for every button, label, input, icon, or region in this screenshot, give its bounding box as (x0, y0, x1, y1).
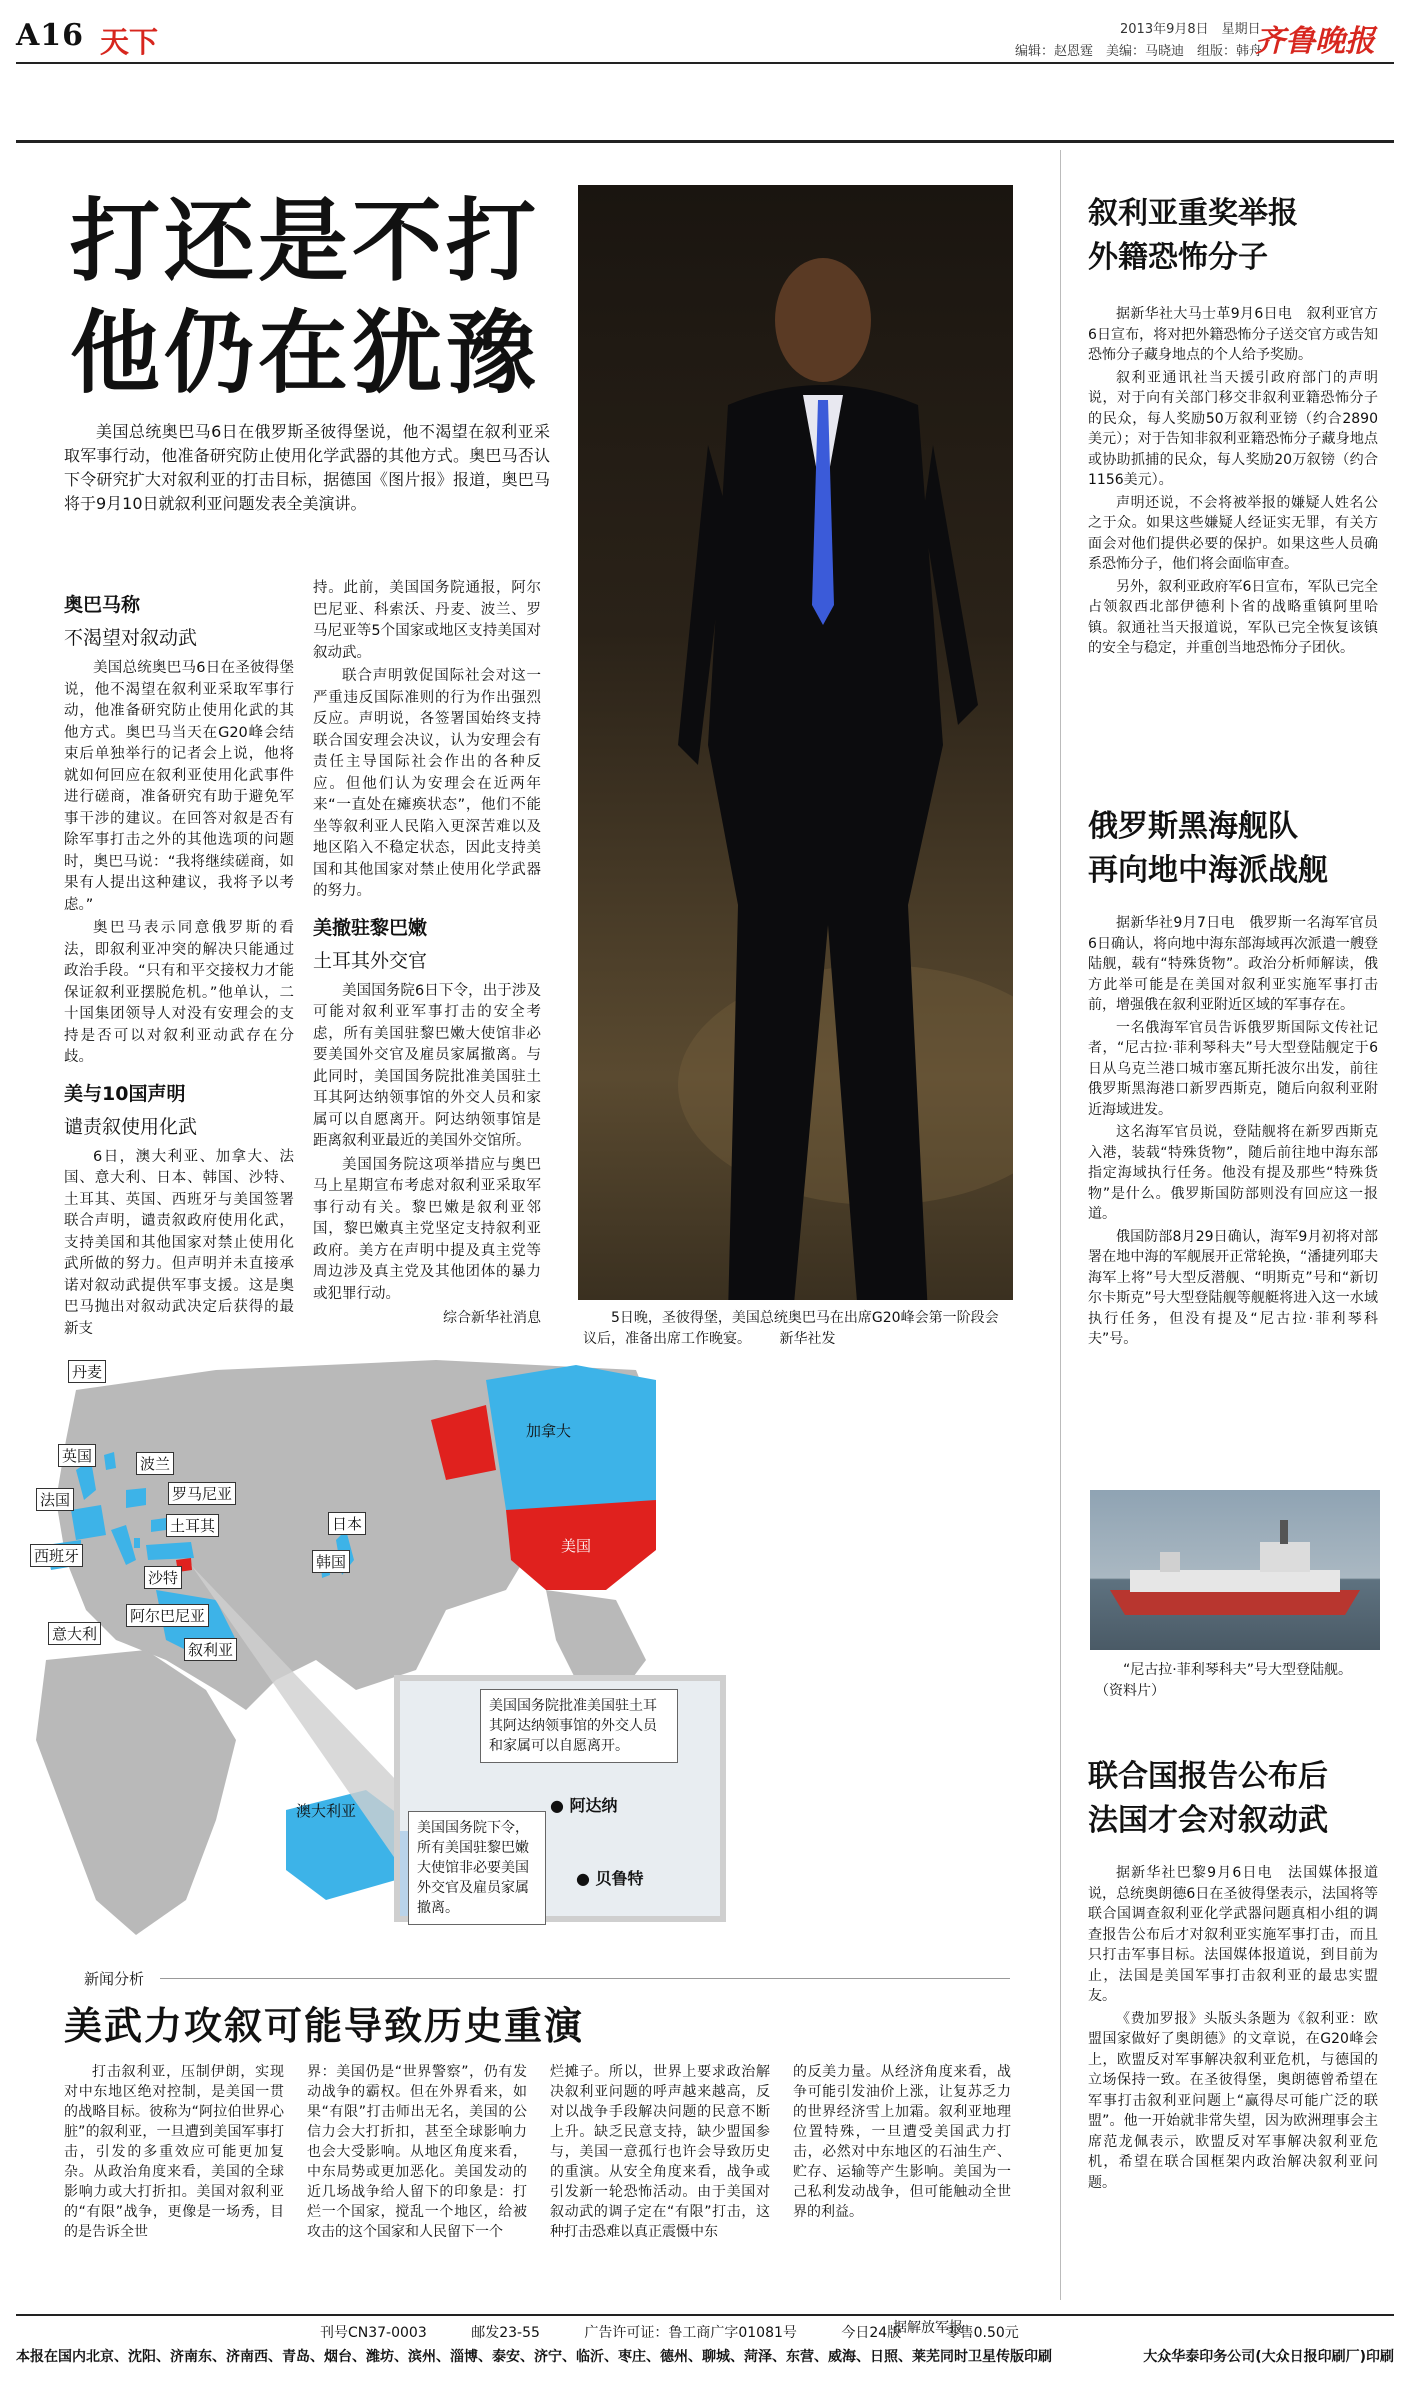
ship-photo (1090, 1490, 1380, 1650)
photo-credit: 新华社发 (779, 1331, 836, 1347)
map-label-saudi: 沙特 (144, 1566, 182, 1589)
story-syria-p1: 据新华社大马士革9月6日电 叙利亚官方6日宣布，将对把外籍恐怖分子送交官方或告知恐怖分子藏身地点的个人给予奖励。 (1088, 306, 1378, 363)
footer-issn: 刊号CN37-0003 (320, 2325, 427, 2341)
story-russia-title-2: 再向地中海派战舰 (1088, 853, 1328, 888)
subhead-1: 奥巴马称 (64, 594, 141, 616)
headline-line-2: 他仍在犹豫 (70, 300, 540, 406)
city-dot-icon: ● (576, 1869, 590, 1888)
right-column-russia (1088, 805, 1378, 1352)
story-russia-p3: 这名海军官员说，登陆舰将在新罗西斯克入港，装载“特殊货物”，随后前往地中海东部指定海域执行任务。他没有提及那些“特殊货物”是什么。俄罗斯国防部则没有回应这一报道。 (1088, 1124, 1378, 1222)
footer-rule (16, 2314, 1394, 2316)
map-label-denmark: 丹麦 (68, 1360, 106, 1383)
col2-paragraph-2: 联合声明敦促国际社会对这一严重违反国际准则的行为作出强烈反应。声明说，各签署国始终支持联合国安理会决议，认为安理会有责任主导国际社会作出的各种反应。但他们认为安理会在近两年来“一直处在瘫痪状态”，他们不能坐等叙利亚人民陷入更深苦难以及地区陷入不稳定状态，因此支持美国和其他国家对禁止使用化学武器的努力。 (313, 668, 541, 899)
story-column-1 (64, 580, 294, 1342)
story-syria-p4: 另外，叙利亚政府军6日宣布，军队已完全占领叙西北部伊德利卜省的战略重镇阿里哈镇。叙通社当天报道说，军队已完全恢复该镇的安全与稳定，并重创当地恐怖分子团伙。 (1088, 578, 1378, 656)
map-label-italy: 意大利 (48, 1622, 101, 1645)
albania-land (134, 1538, 140, 1548)
map-label-canada: 加拿大 (526, 1422, 572, 1440)
world-map (16, 1360, 1016, 1935)
obama-photo (578, 185, 1013, 1300)
ship-graphic (1090, 1490, 1380, 1650)
map-label-poland: 波兰 (136, 1452, 174, 1475)
footer-line-1 (320, 2322, 1080, 2342)
analysis-kicker: 新闻分析 (84, 1970, 145, 1988)
map-label-romania: 罗马尼亚 (168, 1482, 236, 1505)
footer-line-2 (16, 2346, 1394, 2366)
spacer (1088, 280, 1378, 304)
story-russia-p4: 俄国防部8月29日确认，海军9月初将对部署在地中海的军舰展开正常轮换，“潘捷列耶夫海军上将”号大型反潜舰、“明斯克”号和“新切尔卡斯克”号大型登陆舰等舰艇将进入这一水域执行任务，但没有提及“尼古拉·菲利琴科夫”号。 (1088, 1228, 1378, 1347)
subhead-3: 美撤驻黎巴嫩 (313, 916, 428, 939)
right-column-divider (1060, 150, 1061, 2300)
inset-city-beirut (576, 1866, 644, 1889)
story-syria-title-2: 外籍恐怖分子 (1088, 240, 1268, 275)
staff-credits: 编辑：赵恩霆 美编：马晓迪 组版：韩舟 (1015, 44, 1263, 59)
right-column-france (1088, 1755, 1378, 2195)
story-france-title-1: 联合国报告公布后 (1088, 1759, 1328, 1794)
masthead (0, 0, 1409, 70)
map-label-spain: 西班牙 (30, 1544, 83, 1567)
analysis-top-rule (160, 1978, 1010, 1979)
story-russia-p2: 一名俄海军官员告诉俄罗斯国际文传社记者，“尼古拉·菲利琴科夫”号大型登陆舰定于6日从乌克兰港口城市塞瓦斯托波尔出发，前往俄罗斯黑海港口新罗西斯克，随后向叙利亚附近海域进发。 (1088, 1019, 1378, 1118)
inset-city-adana (550, 1793, 618, 1816)
header-rule (16, 62, 1394, 64)
analysis-title: 美武力攻叙可能导致历史重演 (64, 2003, 585, 2048)
lead-paragraph: 美国总统奥巴马6日在俄罗斯圣彼得堡说，他不渴望在叙利亚采取军事行动，他准备研究防止使用化学武器的其他方式。奥巴马否认下令研究扩大对叙利亚的打击目标，据德国《图片报》报道，奥巴马将于9月10日就叙利亚问题发表全美演讲。 (64, 422, 550, 513)
map-label-japan: 日本 (328, 1512, 366, 1535)
story-syria-p3: 声明还说，不会将被举报的嫌疑人姓名公之于众。如果这些嫌疑人经证实无罪，有关方面会对他们提供必要的保护。如果这些人员确系恐怖分子，他们将会面临审查。 (1088, 494, 1378, 572)
analysis-credit: 据解放军报 (893, 2320, 963, 2336)
analysis-col-3: 烂摊子。所以，世界上要求政治解决叙利亚问题的呼声越来越高，反对以战争手段解决问题的民意不断上升。缺乏民意支持，缺少盟国参与，美国一意孤行也许会导致历史的重演。从安全角度来看，战争或引发新一轮恐怖活动。由于美国对叙动武的调子定在“有限”打击，这种打击恐难以真正震慑中东 (550, 2064, 770, 2240)
photo-caption (583, 1308, 1008, 1350)
section-name: 天下 (100, 25, 159, 59)
map-label-uk: 英国 (58, 1444, 96, 1467)
analysis-col-1: 打击叙利亚，压制伊朗，实现对中东地区绝对控制，是美国一贯的战略目标。彼称为“阿拉伯世界心脏”的叙利亚，一旦遭到美国军事打击，引发的多重效应可能更加复杂。从政治角度来看，美国的全球影响力或大打折扣。美国对叙利亚的“有限”战争，更像是一场秀，目的是告诉全世 (64, 2064, 284, 2240)
story-russia-p1: 据新华社9月7日电 俄罗斯一名海军官员6日确认，将向地中海东部海域再次派遣一艘登陆舰，载有“特殊货物”。政治分析师解读，俄方此举可能是在美国对叙利亚实施军事打击前，增强俄在叙利亚附近区域的军事存在。 (1088, 915, 1378, 1013)
newspaper-logo: 齐鲁晚报 (1255, 24, 1375, 59)
denmark-land (104, 1452, 116, 1470)
canada-land (486, 1365, 656, 1520)
issue-date: 2013年9月8日 星期日 (1120, 22, 1261, 37)
headline (70, 185, 570, 409)
subhead-2-line2: 谴责叙使用化武 (64, 1115, 198, 1138)
story-russia-title-1: 俄罗斯黑海舰队 (1088, 809, 1298, 844)
map-label-france: 法国 (36, 1488, 74, 1511)
spacer (1088, 893, 1378, 913)
story-column-2 (313, 578, 541, 1327)
subhead-3-line2: 土耳其外交官 (313, 949, 428, 972)
col1-paragraph-1: 美国总统奥巴马6日在圣彼得堡说，他不渴望在叙利亚采取军事行动，他准备研究防止使用化武的其他方式。奥巴马当天在G20峰会结束后单独举行的记者会上说，他将就如何回应在叙利亚使用化武事件进行磋商，准备研究有助于避免军事干涉的建议。在回答对叙是否有除军事打击之外的其他选项的问题时，奥巴马说：“我将继续磋商，如果有人提出这种建议，我将予以考虑。” (64, 660, 294, 913)
city-dot-icon: ● (550, 1796, 564, 1815)
spacer (1088, 1843, 1378, 1863)
headline-line-1: 打还是不打 (70, 188, 540, 294)
col2-paragraph-4: 美国国务院这项举措应与奥巴马上星期宣布考虑对叙利亚采取军事行动有关。黎巴嫩是叙利亚邻国，黎巴嫩真主党坚定支持叙利亚政府。美方在声明中提及真主党等周边涉及真主党及其他团体的暴力或犯罪行动。 (313, 1156, 541, 1302)
inset-map (394, 1675, 726, 1922)
photo-caption-text: 5日晚，圣彼得堡，美国总统奥巴马在出席G20峰会第一阶段会议后，准备出席工作晚宴。 (583, 1310, 999, 1347)
inset-city-beirut-label: 贝鲁特 (595, 1869, 644, 1888)
story-france-p2: 《费加罗报》头版头条题为《叙利亚：欧盟国家做好了奥朗德》的文章说，在G20峰会上，欧盟反对军事解决叙利亚危机，与德国的立场保持一致。在圣彼得堡，奥朗德曾希望在军事打击叙利亚问题上“赢得尽可能广泛的联盟”。他一开始就非常失望，因为欧洲理事会主席范龙佩表示，欧盟反对军事解决叙利亚危机，希望在联合国框架内政治解决叙利亚问题。 (1088, 2010, 1378, 2191)
footer-printing-sites: 本报在国内北京、沈阳、济南东、济南西、青岛、烟台、潍坊、滨州、淄博、泰安、济宁、临沂、枣庄、德州、聊城、菏泽、东营、威海、日照、莱芜同时卫星传版印刷 (16, 2349, 1052, 2365)
footer-ad-license: 广告许可证：鲁工商广字01081号 (584, 2325, 797, 2341)
story-france-p1: 据新华社巴黎9月6日电 法国媒体报道说，总统奥朗德6日在圣彼得堡表示，法国将等联合国调查叙利亚化学武器问题真相小组的调查报告公布后才对叙利亚实施军事打击，而且只打击军事目标。法国媒体报道说，到目前为止，法国是美国军事打击叙利亚的最忠实盟友。 (1088, 1865, 1378, 2004)
map-label-turkey: 土耳其 (166, 1514, 219, 1537)
footer-post-code: 邮发23-55 (471, 2325, 540, 2341)
photo-figure (578, 185, 1013, 1300)
right-column (1088, 192, 1378, 661)
header-rule-thick (16, 140, 1394, 143)
ship-caption: “尼古拉·菲利琴科夫”号大型登陆舰。 （资料片） (1095, 1662, 1373, 1699)
subhead-2: 美与10国声明 (64, 1082, 186, 1105)
col2-credit: 综合新华社消息 (443, 1310, 541, 1326)
analysis-col-4: 的反美力量。从经济角度来看，战争可能引发油价上涨，让复苏乏力的世界经济雪上加霜。叙利亚地理位置特殊，一旦遭受美国武力打击，必然对中东地区的石油生产、贮存、运输等产生影响。美国为一己私利发动战争，但可能触动全世界的利益。 (793, 2064, 1011, 2220)
map-label-korea: 韩国 (312, 1550, 350, 1573)
story-syria-p2: 叙利亚通讯社当天援引政府部门的声明说，对于向有关部门移交非叙利亚籍恐怖分子的民众，每人奖励50万叙利亚镑（约合2890美元）；对于告知非叙利亚籍恐怖分子藏身地点或协助抓捕的民众，每人奖励20万叙镑（约合1156美元）。 (1088, 369, 1378, 488)
story-france-title-2: 法国才会对叙动武 (1088, 1803, 1328, 1838)
col2-paragraph-3: 美国国务院6日下令，出于涉及可能对叙利亚军事打击的安全考虑，所有美国驻黎巴嫩大使馆非必要美国外交官及雇员家属撤离。与此同时，美国国务院批准美国驻土耳其阿达纳领事馆的外交人员和家属可以自愿离开。阿达纳领事馆是距离叙利亚最近的美国外交馆所。 (313, 982, 541, 1149)
turkey-land (146, 1542, 194, 1560)
col1-paragraph-3: 6日，澳大利亚、加拿大、法国、意大利、日本、韩国、沙特、土耳其、英国、西班牙与美国签署联合声明，谴责叙政府使用化武，支持美国和其他国家对禁止使用化武所做的努力。但声明并未直接承诺对叙动武提供军事支援。这是奥巴马抛出对叙动武决定后获得的最新支 (64, 1148, 294, 1337)
analysis-col-2: 界：美国仍是“世界警察”，仍有发动战争的霸权。但在外界看来，如果“有限”打击师出无名，美国的公信力会大打折扣，甚至全球影响力也会大受影响。从地区角度来看，中东局势或更加恶化。美国发动的近几场战争给人留下的印象是：打烂一个国家，搅乱一个地区，给被攻击的这个国家和人民留下一个 (307, 2064, 527, 2240)
col1-paragraph-2: 奥巴马表示同意俄罗斯的看法，即叙利亚冲突的解决只能通过政治手段。“只有和平交接权力才能保证叙利亚摆脱危机。”他单认，二十国集团领导人对没有安理会的支持是否可以对叙利亚动武存在分歧。 (64, 920, 294, 1065)
inset-callout-adana: 美国国务院批准美国驻土耳其阿达纳领事馆的外交人员和家属可以自愿离开。 (480, 1689, 678, 1763)
page-number: A16 (16, 18, 85, 53)
footer-printer: 大众华泰印务公司(大众日报印刷厂)印刷 (1143, 2349, 1394, 2365)
footer-edition-count: 今日24版 (841, 2325, 902, 2341)
story-syria-title-1: 叙利亚重奖举报 (1088, 196, 1298, 231)
map-label-albania: 阿尔巴尼亚 (126, 1604, 209, 1627)
map-label-australia: 澳大利亚 (296, 1802, 357, 1820)
romania-land (151, 1518, 166, 1532)
france-land (71, 1505, 106, 1540)
subhead-1-line2: 不渴望对叙动武 (64, 627, 198, 649)
col2-paragraph-1: 持。此前，美国国务院通报，阿尔巴尼亚、科索沃、丹麦、波兰、罗马尼亚等5个国家或地区支持美国对叙动武。 (313, 580, 541, 661)
map-label-usa: 美国 (561, 1537, 592, 1555)
inset-city-adana-label: 阿达纳 (569, 1796, 618, 1815)
africa-land (36, 1650, 236, 1935)
inset-callout-beirut: 美国国务院下令，所有美国驻黎巴嫩大使馆非必要美国外交官及雇员家属撤离。 (408, 1811, 546, 1925)
poland-land (126, 1488, 146, 1508)
map-label-syria: 叙利亚 (184, 1638, 237, 1661)
footer-price: 零售0.50元 (945, 2325, 1019, 2341)
